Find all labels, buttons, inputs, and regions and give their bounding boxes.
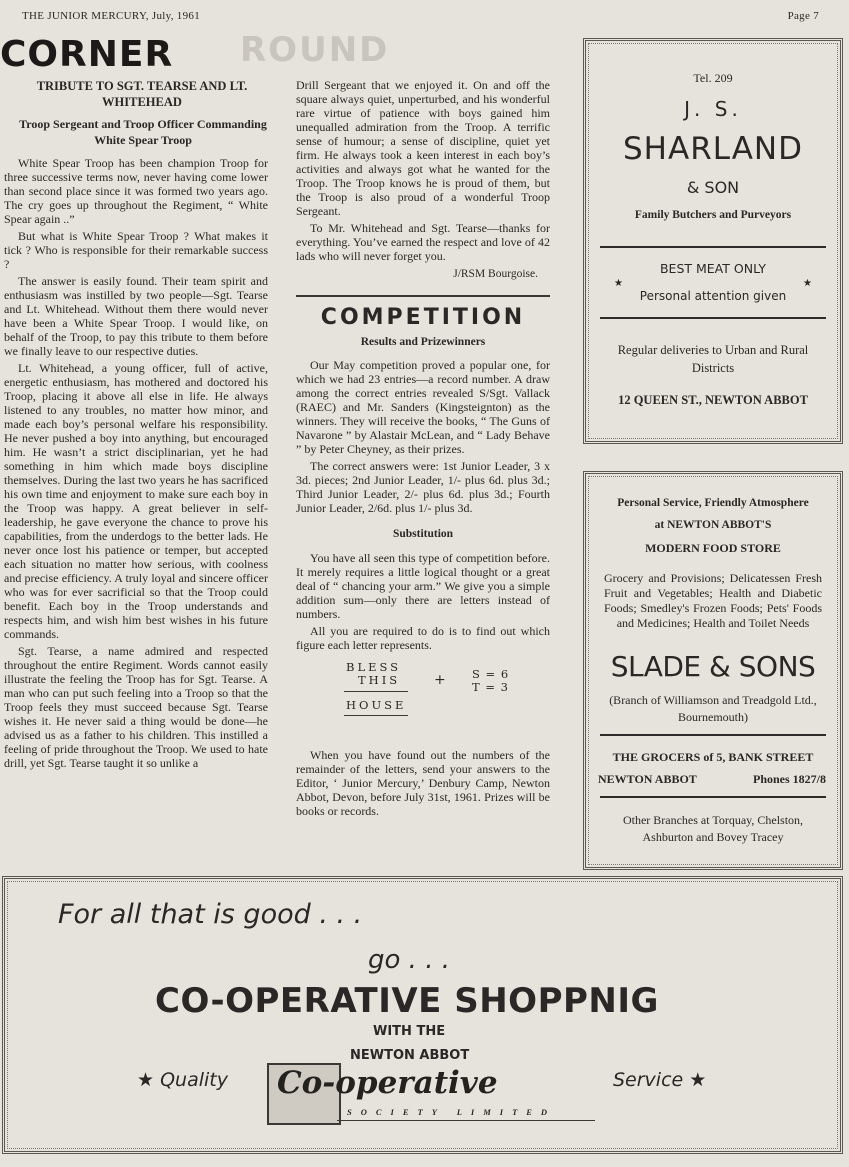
- ad-initials: J. S.: [684, 97, 742, 121]
- puzzle-plus-sign: +: [434, 672, 449, 688]
- article-column-2: [296, 78, 550, 821]
- competition-closing: When you have found out the numbers of the remainder of the letters, send your answers to the Editor, ‘ Junior Mercury,’ Denbury Camp, Newton Abbot, Devon, before July 31st, 1961. Prizes will be books or records.: [296, 748, 550, 818]
- ad-with-the: WITH THE: [373, 1024, 446, 1039]
- page-number: Page 7: [787, 10, 819, 22]
- puzzle-rule-top: [344, 691, 408, 692]
- puzzle-key-t: T = 3: [472, 680, 509, 694]
- ad-deliveries: Regular deliveries to Urban and Rural Districts: [617, 343, 809, 375]
- article-paragraph: To Mr. Whitehead and Sgt. Tearse—thanks for everything. You’ve earned the respect and love of 42 lads who will never forget you.: [296, 221, 550, 263]
- article-paragraph: White Spear Troop has been champion Troop for three successive terms now, never having come lower than second place since it was formed two years ago. The cry goes up throughout the Regiment, “ White Spear again ..”: [4, 156, 268, 226]
- cooperative-advert: [2, 876, 843, 1154]
- ad-phones: Phones 1827/8: [752, 772, 826, 786]
- ad-tagline-good: For all that is good . . .: [58, 899, 363, 930]
- article-paragraph: But what is White Spear Troop ? What makes it tick ? Who is responsible for their remarkable success ?: [4, 229, 268, 271]
- ad-service: Service ★: [613, 1069, 707, 1091]
- ad-town: NEWTON ABBOT: [598, 772, 697, 786]
- ad-grocers-address: THE GROCERS of 5, BANK STREET: [612, 750, 814, 764]
- puzzle-key-s: S = 6: [472, 667, 510, 681]
- ad-branch-note: (Branch of Williamson and Treadgold Ltd., Bournemouth): [609, 693, 817, 724]
- article-column-1: [0, 78, 268, 773]
- article-signature: J/RSM Bourgoise.: [453, 268, 538, 280]
- ad-quality: ★ Quality: [137, 1069, 228, 1091]
- logo-underline: [337, 1120, 595, 1121]
- puzzle-word-this: THIS: [358, 673, 401, 687]
- ad-newton-abbot: NEWTON ABBOT: [350, 1048, 470, 1063]
- competition-title: COMPETITION: [320, 305, 526, 330]
- divider: [296, 295, 550, 297]
- ad-other-branches: Other Branches at Torquay, Chelston, Ashburton and Bovey Tracey: [622, 813, 804, 844]
- article-subtitle: Troop Sergeant and Troop Officer Commanding White Spear Troop: [19, 117, 267, 147]
- ad-line-food-store: MODERN FOOD STORE: [645, 541, 781, 555]
- article-paragraph: Lt. Whitehead, a young officer, full of active, energetic enthusiasm, has mothered and doctored his Troop, placing it above all else in life. He always listened to any troubles, no matter how minor, and made each boy’s personal welfare his responsibility. He never pushed a boy into anything, but encouraged him. He wasn’t a strict disciplinarian, yet he had something in him which made boys discipline themselves. During the last two years he has sacrificed his own time and enjoyment to make sure each boy in the Troop was happy. A great believer in self-leadership, he gave everyone the chance to prove his capabilities, from the underdogs to the better lads. He never once lost his patience or temper, but accepted each situation no matter how serious, with coolness and precise efficiency. A truly loyal and sincere officer who was for ever sacrificial so that the Troop could benefit. Each boy in the Troop understands and respects him, and wish him best wishes in his future commands.: [4, 361, 268, 641]
- ad-line-service: Personal Service, Friendly Atmosphere: [617, 497, 809, 509]
- competition-paragraph: The correct answers were: 1st Junior Leader, 3 x 3d. pieces; 2nd Junior Leader, 1/- plus 6d. plus 3d.; Third Junior Leader, 2/- plus 6d. plus 3d.; Fourth Junior Leader, 2/6d. plus 1/- plus 3d.: [296, 459, 550, 515]
- competition-subtitle: Results and Prizewinners: [360, 336, 486, 348]
- ad-divider: [600, 734, 826, 736]
- ad-address: 12 QUEEN ST., NEWTON ABBOT: [618, 393, 808, 407]
- addition-puzzle: [296, 660, 550, 736]
- substitution-paragraph: All you are required to do is to find out which figure each letter represents.: [296, 624, 550, 652]
- article-title: TRIBUTE TO SGT. TEARSE AND LT. WHITEHEAD: [36, 79, 248, 109]
- ad-divider: [600, 246, 826, 248]
- puzzle-word-bless: BLESS: [346, 660, 402, 674]
- ad-business-son: & SON: [686, 178, 740, 197]
- ad-business-name: SHARLAND: [623, 131, 803, 167]
- ad-trade: Family Butchers and Purveyors: [634, 209, 792, 221]
- ad-business-name: SLADE & SONS: [610, 650, 816, 683]
- puzzle-rule-bottom: [344, 715, 408, 716]
- section-title: CORNER: [0, 34, 174, 75]
- substitution-title: Substitution: [392, 528, 454, 540]
- ad-telephone: Tel. 209: [693, 71, 733, 85]
- ad-slogan-best-meat: BEST MEAT ONLY: [659, 261, 767, 276]
- sharland-advert: [583, 38, 843, 444]
- article-paragraph: Drill Sergeant that we enjoyed it. On and off the square always quiet, unperturbed, and his wonderful rare virtue of patience with boys gained him unequalled admiration from the Troop. A terrific sense of humour; a sense of discipline, quiet yet firm. He always took a keen interest in each boy’s activities and always got what he wanted for the Troop. The Troop knows he is proud of them, but the Troop is also proud of a wonderful Troop Sergeant.: [296, 78, 550, 218]
- star-icon: ★: [803, 278, 812, 289]
- puzzle-word-house: HOUSE: [346, 698, 407, 712]
- publication-header: THE JUNIOR MERCURY, July, 1961: [22, 10, 200, 22]
- cooperative-logo: [267, 1063, 597, 1123]
- ad-slogan-attention: Personal attention given: [639, 289, 787, 303]
- article-paragraph: The answer is easily found. Their team spirit and enthusiasm was instilled by two people—Sgt. Tearse and Lt. Whitehead. Without them there would never have been a White Spear Troop. I would like, on behalf of the Troop, to pay this tribute to them before we finally leave to our respective duties.: [4, 274, 268, 358]
- ad-divider: [600, 796, 826, 798]
- ad-divider: [600, 317, 826, 319]
- star-icon: ★: [614, 278, 623, 289]
- logo-society-limited: SOCIETY LIMITED: [347, 1107, 557, 1117]
- ad-goods-list: Grocery and Provisions; Delicatessen Fresh Fruit and Vegetables; Health and Diabetic Foods; Smedley's Frozen Foods; Pets' Foods and Medicines; Health and Toilet Needs: [604, 571, 822, 630]
- article-paragraph: Sgt. Tearse, a name admired and respected throughout the entire Regiment. Words cannot easily illustrate the feeling the Troop has for Sgt. Tearse. A man who can put such feeling into a Troop so that the Troop feels they must succeed because Sgt. Tearse wishes it. He never said a thing would be done—he advised us as a father to his children. This instilled a feeling of pride throughout the Troop. We used to hate drill, yet Sgt. Tearse taught it so unlike a: [4, 644, 268, 770]
- substitution-paragraph: You have all seen this type of competition before. It merely requires a little logical thought or a great deal of “ chancing your arm.” We give you a simple addition sum—only there are letters instead of numbers.: [296, 551, 550, 621]
- ad-headline: CO-OPERATIVE SHOPPNIG: [155, 981, 659, 1021]
- competition-paragraph: Our May competition proved a popular one, for which we had 23 entries—a record number. A draw among the correct entries revealed S/Sgt. Vallack (RAEC) and Mr. Sanders (Kingsteignton) as the winners. They will receive the books, “ The Guns of Navarone ” by Alastair McLean, and “ Lady Behave ” by Peter Cheyney, as their prizes.: [296, 358, 550, 456]
- logo-wordmark: Co-operative: [277, 1065, 498, 1101]
- ad-tagline-go: go . . .: [368, 945, 450, 975]
- show-through-heading: ROUND: [240, 30, 390, 70]
- slade-advert: [583, 471, 843, 870]
- ad-line-newton-abbot: at NEWTON ABBOT'S: [654, 519, 772, 531]
